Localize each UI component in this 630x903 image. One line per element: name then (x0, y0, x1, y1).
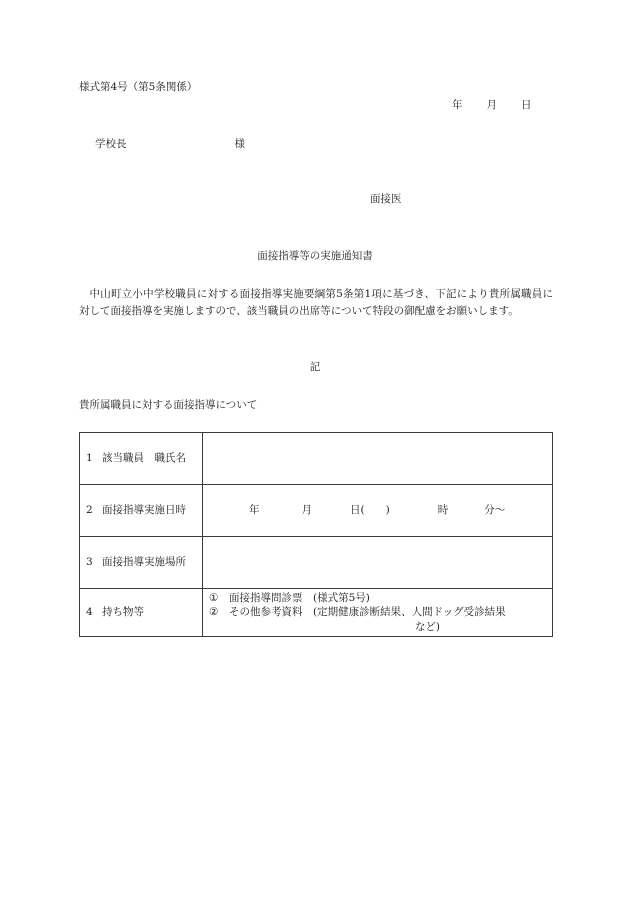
details-table (79, 432, 553, 637)
datetime-line (209, 503, 546, 518)
row-label (80, 589, 203, 637)
form-number: 様式第4号（第5条関係） (79, 81, 198, 93)
employee-name-cell (203, 433, 553, 485)
dt-hour: 時 (437, 503, 449, 516)
datetime-cell (203, 485, 553, 537)
school-head-label: 学校長 (95, 138, 127, 150)
row-number: 1 (86, 451, 93, 464)
dt-day: 日( ) (350, 503, 390, 516)
items-cell (203, 589, 553, 637)
table-row (80, 537, 553, 589)
dt-month: 月 (301, 503, 312, 516)
honorific-label: 様 (234, 138, 245, 150)
subject-line: 貴所属職員に対する面接指導について (79, 399, 258, 411)
row-label-text: 該当職員 職氏名 (102, 451, 186, 464)
date-day-label: 日 (521, 99, 532, 111)
item-mark: ② (209, 606, 219, 619)
row-label-text: 持ち物等 (102, 605, 144, 618)
table-row (80, 589, 553, 637)
row-label (80, 537, 203, 589)
item-text: 面接指導問診票 (様式第5号) (229, 592, 370, 605)
document-title: 面接指導等の実施通知書 (257, 250, 373, 262)
body-paragraph: 中山町立小中学校職員に対する面接指導実施要綱第5条第1項に基づき、下記により貴所属職員に対して面接指導を実施しますので、該当職員の出席等について特段の御配慮をお願いします。 (79, 288, 553, 317)
item-continuation: など) (414, 620, 441, 633)
list-item (209, 591, 546, 605)
table-row (80, 485, 553, 537)
location-cell (203, 537, 553, 589)
item-text: その他参考資料 (定期健康診断結果、人間ドッグ受診結果 (229, 606, 506, 619)
row-number: 2 (86, 503, 93, 516)
list-item (209, 605, 546, 619)
doctor-label: 面接医 (370, 193, 402, 205)
items-list (209, 591, 546, 634)
date-year-label: 年 (452, 99, 463, 111)
row-number: 3 (86, 555, 93, 568)
row-label (80, 433, 203, 485)
row-label-text: 面接指導実施場所 (102, 555, 186, 568)
date-line (452, 98, 532, 113)
row-label (80, 485, 203, 537)
dt-year: 年 (249, 503, 260, 516)
row-number: 4 (86, 605, 93, 618)
table-row (80, 433, 553, 485)
row-label-text: 面接指導実施日時 (102, 503, 186, 516)
dt-minute: 分～ (484, 503, 506, 516)
ki-heading: 記 (309, 361, 321, 373)
item-mark: ① (209, 592, 219, 605)
addressee-line (95, 137, 245, 152)
date-month-label: 月 (486, 99, 497, 111)
